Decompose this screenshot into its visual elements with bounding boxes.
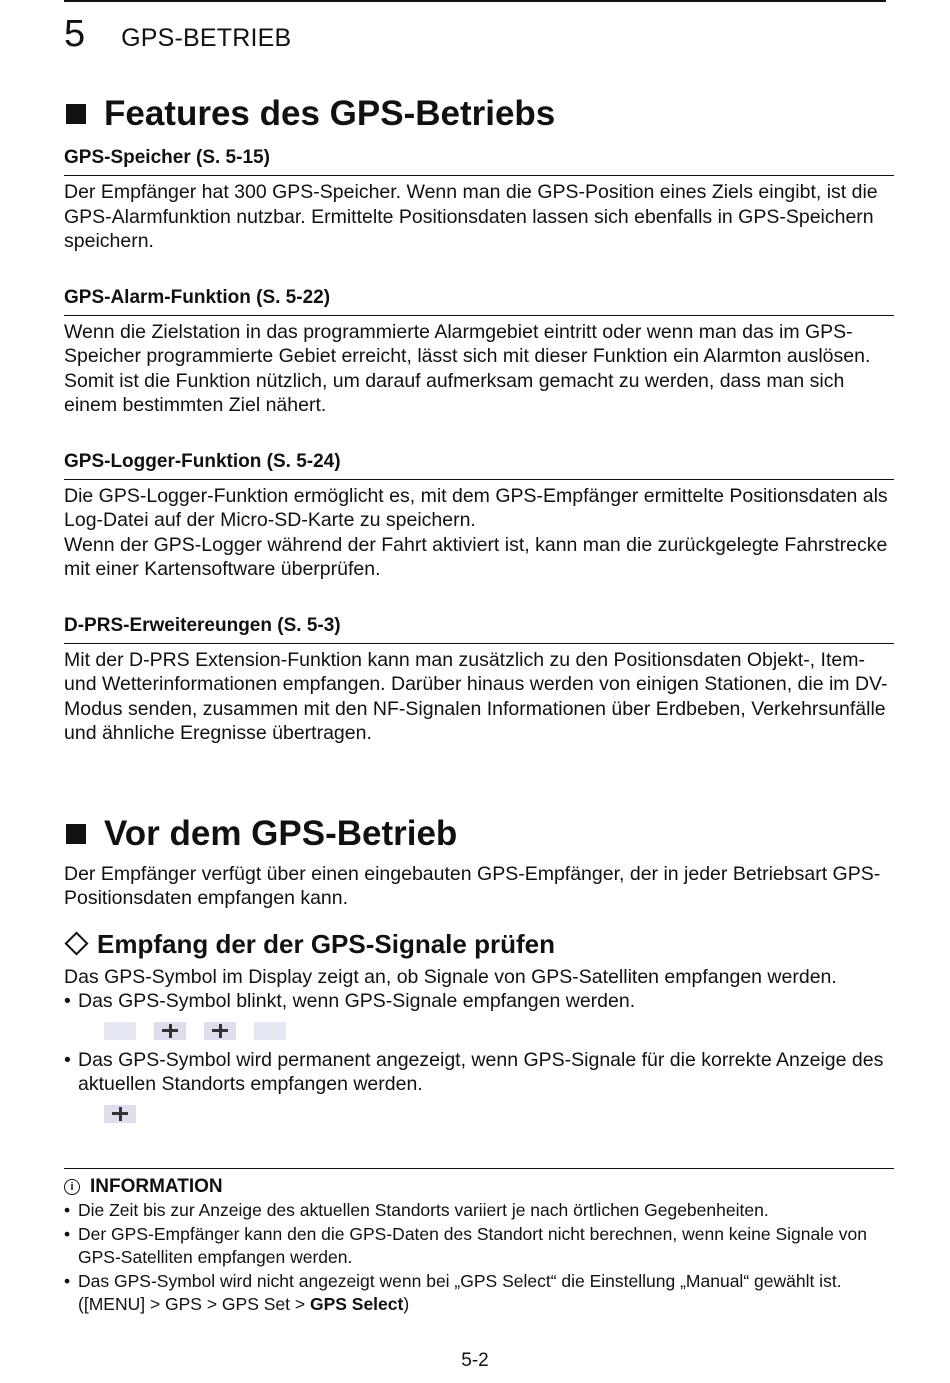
bullet-dot: •	[64, 1223, 71, 1244]
info-text: Die Zeit bis zur Anzeige des aktuellen Standorts variiert je nach örtlichen Gegebenheiten.	[78, 1200, 769, 1220]
information-title-text: INFORMATION	[90, 1176, 223, 1197]
bullet-text: Das GPS-Symbol wird permanent angezeigt, wenn GPS-Signale für die korrekte Anzeige des aktuellen Standorts empfangen werden.	[78, 1048, 884, 1095]
gps-symbol-icon	[154, 1022, 186, 1040]
features-section-title	[64, 90, 894, 138]
menu-path	[78, 1293, 894, 1317]
feature-gps-memory	[64, 146, 894, 254]
main-content	[64, 90, 894, 1131]
chapter-header	[64, 14, 291, 54]
bullet-text: Das GPS-Symbol blinkt, wenn GPS-Signale empfangen werden.	[78, 990, 636, 1012]
info-item	[64, 1270, 894, 1294]
square-bullet-icon	[66, 104, 86, 124]
chapter-number: 5	[64, 13, 86, 55]
feature-text: Mit der D-PRS Extension-Funktion kann man zusätzlich zu den Positionsdaten Objekt-, Item- und Wetterinformationen empfangen. Darüber hinaus werden von einigen Stationen, die im DV-Modus senden, zusammen mit den NF-Signalen Informationen über Erdbeben, Verkehrsunfälle und ähnliche Eregnisse übertragen.	[64, 648, 888, 744]
signal-check-subtitle	[64, 927, 894, 961]
information-box	[64, 1168, 894, 1317]
bullet-dot: •	[64, 1200, 71, 1220]
bullet-item-blink	[64, 989, 894, 1014]
signal-check-title-text: Empfang der der GPS-Signale prüfen	[97, 928, 555, 959]
bullet-dot: •	[64, 990, 71, 1012]
gps-symbol-permanent	[104, 1103, 894, 1125]
information-title	[64, 1175, 894, 1199]
page-number: 5-2	[461, 1350, 489, 1371]
feature-text-2: Wenn der GPS-Logger während der Fahrt aktiviert ist, kann man die zurückgelegte Fahrstrecke mit einer Kartensoftware überprüfen.	[64, 533, 888, 580]
menu-path-suffix: )	[403, 1294, 410, 1314]
feature-heading: GPS-Speicher (S. 5-15)	[64, 146, 894, 176]
feature-heading: D-PRS-Erweitereungen (S. 5-3)	[64, 614, 894, 644]
before-section-title	[64, 810, 894, 858]
menu-path-bold: GPS Select	[309, 1294, 404, 1314]
signal-check-intro: Das GPS-Symbol im Display zeigt an, ob Signale von GPS-Satelliten empfangen werden.	[64, 965, 837, 988]
feature-heading: GPS-Logger-Funktion (S. 5-24)	[64, 450, 894, 480]
features-title-text: Features des GPS-Betriebs	[104, 94, 556, 133]
gps-symbol-icon	[204, 1022, 236, 1040]
gps-symbol-icon	[104, 1105, 136, 1123]
info-text: Das GPS-Symbol wird nicht angezeigt wenn bei „GPS Select“ die Einstellung „Manual“ gewählt ist.	[78, 1270, 842, 1291]
diamond-icon	[64, 931, 88, 955]
gps-symbol-icon	[104, 1022, 136, 1040]
info-text: Der GPS-Empfänger kann den die GPS-Daten des Standort nicht berechnen, wenn keine Signale von GPS-Satelliten empfangen werden.	[78, 1223, 867, 1267]
before-intro: Der Empfänger verfügt über einen eingebauten GPS-Empfänger, der in jeder Betriebsart GPS-Positionsdaten empfangen kann.	[64, 862, 881, 909]
info-icon: i	[64, 1179, 80, 1195]
bullet-item-permanent	[64, 1048, 894, 1097]
info-item	[64, 1223, 894, 1270]
top-rule	[64, 0, 886, 2]
feature-gps-alarm	[64, 286, 894, 418]
square-bullet-icon	[66, 824, 86, 844]
feature-heading: GPS-Alarm-Funktion (S. 5-22)	[64, 286, 894, 316]
gps-symbol-icon	[254, 1022, 286, 1040]
before-title-text: Vor dem GPS-Betrieb	[104, 813, 458, 853]
gps-symbol-blink-sequence	[104, 1020, 894, 1042]
feature-text: Der Empfänger hat 300 GPS-Speicher. Wenn man die GPS-Position eines Ziels eingibt, ist die GPS-Alarmfunktion nutzbar. Ermittelte Positionsdaten lassen sich ebenfalls in GPS-Speichern speichern.	[64, 181, 878, 252]
feature-text: Wenn die Zielstation in das programmierte Alarmgebiet eintritt oder wenn man das im GPS-Speicher programmierte Gebiet erreicht, lässt sich mit dieser Funktion ein Alarmton auslösen. Somit ist die Funktion nützlich, um darauf aufmerksam gemacht zu werden, dass man sich einem bestimmten Ziel nähert.	[64, 320, 871, 416]
feature-dprs	[64, 614, 894, 746]
menu-path-prefix: ([MENU] > GPS > GPS Set >	[78, 1294, 310, 1314]
feature-text: Die GPS-Logger-Funktion ermöglicht es, mit dem GPS-Empfänger ermittelte Positionsdaten als Log-Datei auf der Micro-SD-Karte zu speichern.	[64, 484, 888, 531]
bullet-dot: •	[64, 1048, 71, 1071]
info-item	[64, 1199, 894, 1223]
bullet-dot: •	[64, 1270, 71, 1291]
feature-gps-logger	[64, 450, 894, 582]
chapter-title: GPS-BETRIEB	[121, 24, 292, 52]
